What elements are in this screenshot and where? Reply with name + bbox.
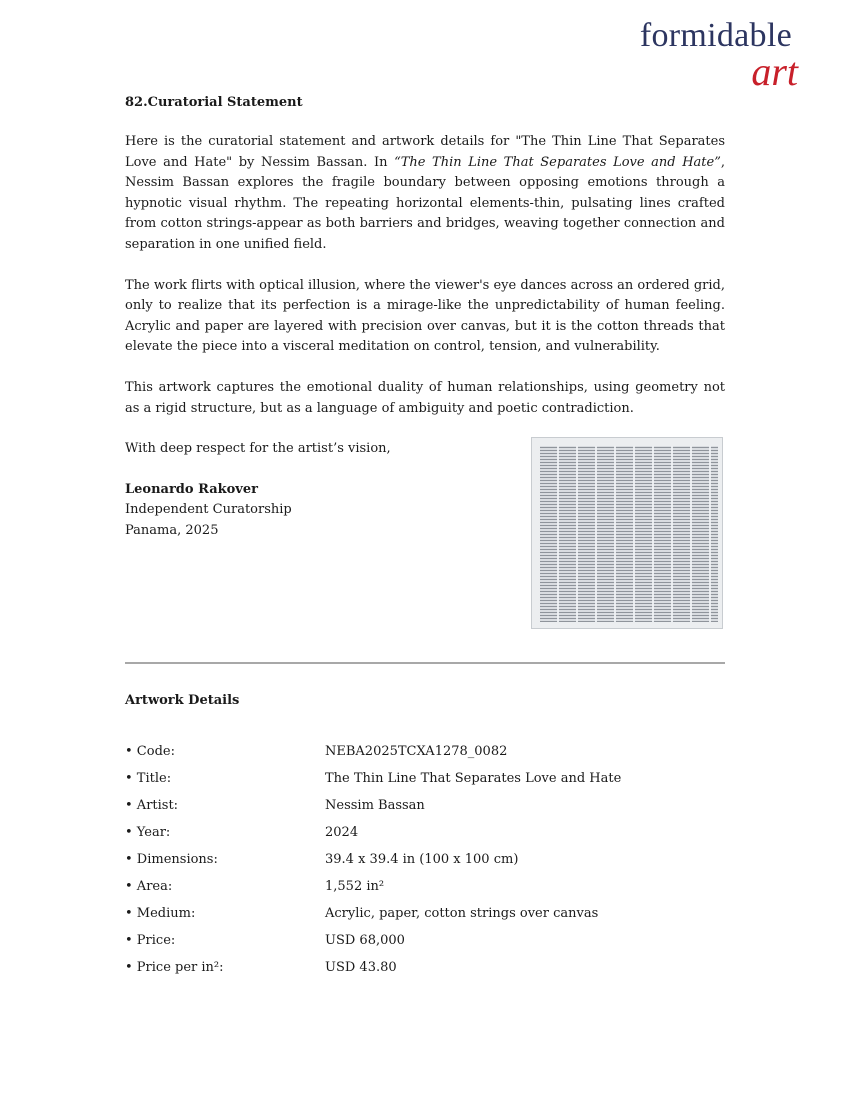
- logo-word: formidable: [639, 17, 792, 54]
- detail-value: 39.4 x 39.4 in (100 x 100 cm): [325, 852, 519, 867]
- detail-label: • Price per in²:: [125, 960, 224, 975]
- curator-place: Panama, 2025: [125, 522, 219, 538]
- section-heading: 82.Curatorial Statement: [125, 95, 303, 110]
- detail-value: The Thin Line That Separates Love and Hate: [325, 771, 622, 786]
- detail-value: Acrylic, paper, cotton strings over canvas: [325, 906, 599, 921]
- detail-value: USD 68,000: [325, 933, 405, 948]
- detail-label: • Dimensions:: [125, 852, 218, 867]
- curator-role: Independent Curatorship: [125, 502, 292, 518]
- detail-row-year: [125, 819, 621, 846]
- detail-row-dimensions: [125, 846, 621, 873]
- detail-label: • Code:: [125, 744, 175, 759]
- detail-row-price: [125, 927, 621, 954]
- section-divider: [125, 662, 725, 664]
- detail-row-area: [125, 873, 621, 900]
- detail-row-code: [125, 738, 621, 765]
- paragraph-1-after: , Nessim Bassan explores the fragile boundary between opposing emotions through a hypnotic visual rhythm. The repeating horizontal elements-thin, pulsating lines crafted from cotton strings-appear as both barriers and bridges, weaving together connection and separation in one unified field.: [125, 154, 726, 252]
- detail-value: NEBA2025TCXA1278_0082: [325, 744, 508, 759]
- detail-row-title: [125, 765, 621, 792]
- detail-row-price-per-area: [125, 954, 621, 981]
- closing-line: With deep respect for the artist’s vision,: [125, 441, 391, 457]
- detail-value: 1,552 in²: [325, 879, 385, 894]
- paragraph-1: [125, 132, 725, 256]
- paragraph-1-before: Here is the curatorial statement and artwork details for "The Thin Line That Separates Love and Hate" by Nessim Bassan. In: [125, 134, 725, 170]
- detail-label: • Artist:: [125, 798, 179, 813]
- artwork-details-title: Artwork Details: [125, 693, 240, 708]
- detail-row-artist: [125, 792, 621, 819]
- detail-label: • Price:: [125, 933, 176, 948]
- logo-art: art: [751, 49, 798, 94]
- detail-label: • Year:: [125, 825, 171, 840]
- curator-name: Leonardo Rakover: [125, 481, 258, 497]
- artwork-canvas: [540, 446, 718, 622]
- detail-label: • Area:: [125, 879, 173, 894]
- detail-value: USD 43.80: [325, 960, 397, 975]
- artwork-details-list: [125, 738, 621, 981]
- paragraph-2: The work flirts with optical illusion, where the viewer's eye dances across an ordered grid, only to realize that its perfection is a mirage-like the unpredictability of human feeling. Acrylic and paper are layered with precision over canvas, but it is the cotton threads that elevate the piece into a visceral meditation on control, tension, and vulnerability.: [125, 277, 725, 355]
- formidable-art-logo: [630, 16, 800, 92]
- detail-row-medium: [125, 900, 621, 927]
- detail-value: 2024: [325, 825, 359, 840]
- detail-label: • Title:: [125, 771, 172, 786]
- paragraph-1-italic-title: “The Thin Line That Separates Love and Hate”: [394, 154, 721, 170]
- detail-label: • Medium:: [125, 906, 196, 921]
- detail-value: Nessim Bassan: [325, 798, 425, 813]
- artwork-image: [531, 437, 723, 629]
- paragraph-3: This artwork captures the emotional duality of human relationships, using geometry not as a rigid structure, but as a language of ambiguity and poetic contradiction.: [125, 379, 725, 416]
